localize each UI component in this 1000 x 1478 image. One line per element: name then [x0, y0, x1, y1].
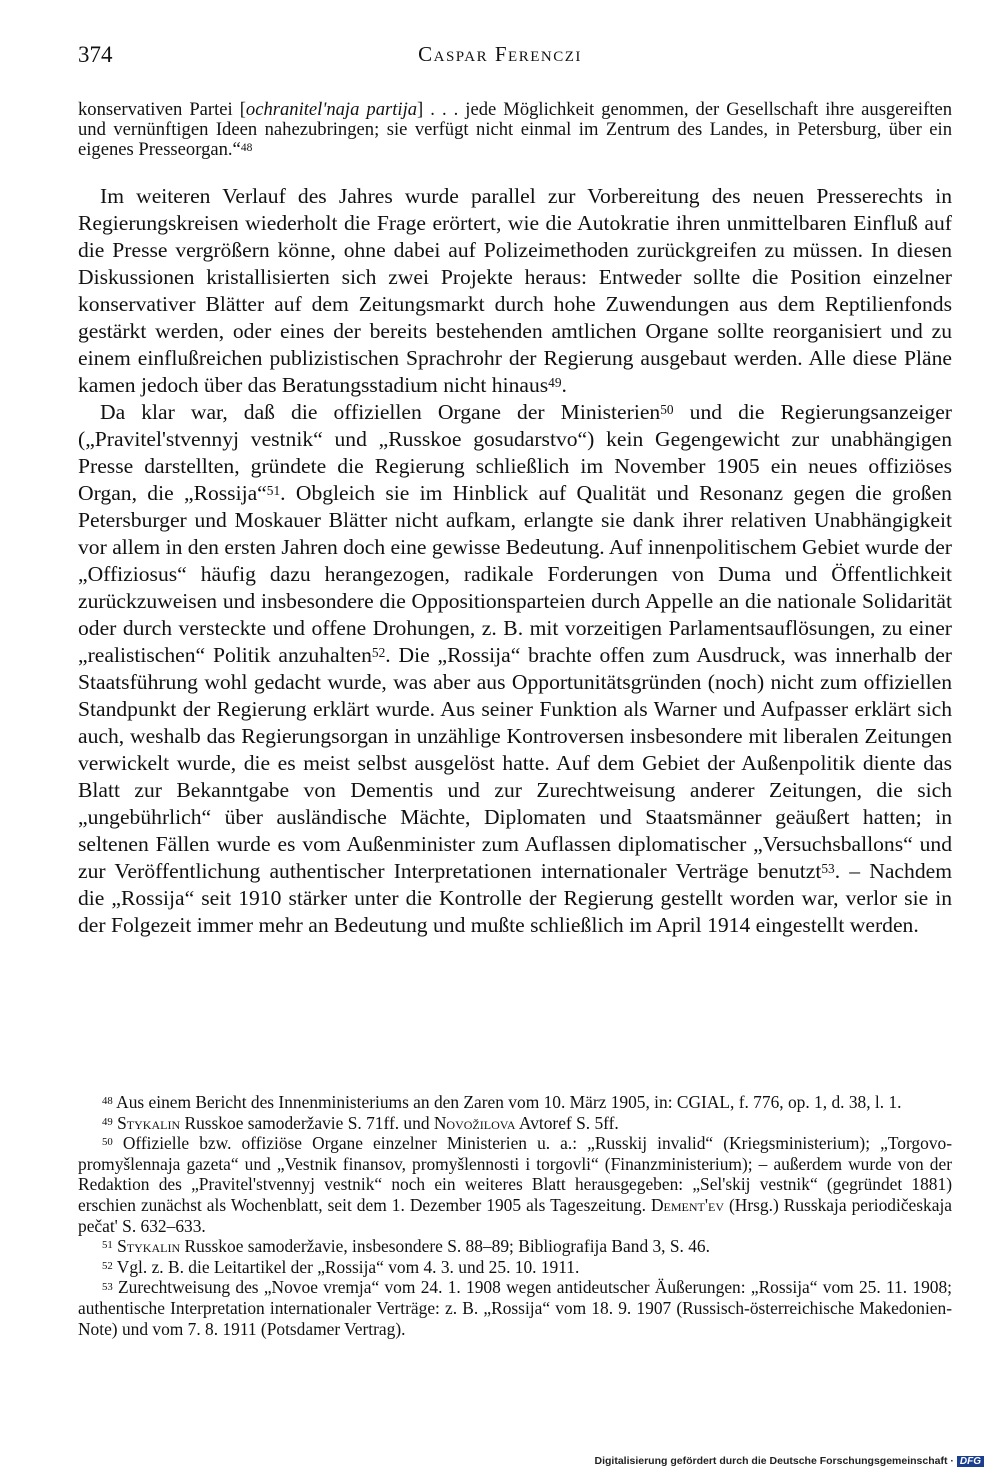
- running-head: Caspar Ferenczi: [418, 42, 582, 66]
- block-quote: konservativen Partei [ochranitel'naja partija] . . . jede Möglichkeit genommen, der Gesellschaft ihre ausgereiften und vernünftigen Ideen nahezubringen; sie verfügt nicht einmal im Zentrum des Landes, in Petersburg, über ein eigenes Presseorgan.“$^{48}$: [78, 99, 952, 160]
- footnote-ref: 48: [240, 141, 253, 154]
- footnote-ref: 51: [266, 483, 281, 499]
- footnote-ref: 49: [548, 375, 562, 391]
- body-text: [78, 183, 952, 939]
- dfg-logo: DFG: [957, 1456, 984, 1467]
- digitization-credit: Digitalisierung gefördert durch die Deutsche Forschungsgemeinschaft · DFG: [595, 1455, 985, 1467]
- footnote-53: $^{53}$ Zurechtweisung des „Novoe vremja“ vom 24. 1. 1908 wegen antideutscher Äußerungen: „Rossija“ vom 25. 11. 1908; authentische Interpretation internationaler Verträge: z. B. „Rossija“ vom 18. 9. 1907 (Russisch-österreichische Makedonien-Note) und vom 7. 8. 1911 (Potsdamer Vertrag).: [78, 1277, 952, 1339]
- paragraph: Im weiteren Verlauf des Jahres wurde parallel zur Vorbereitung des neuen Presserechts in Regierungskreisen wiederholt die Frage erörtert, wie die Autokratie ihren unmittelbaren Einfluß auf die Presse vergrößern könne, ohne dabei auf Polizeimethoden zurückgreifen zu müssen. In diesen Diskussionen kristallisierten sich zwei Projekte heraus: Entweder sollte die Position einzelner konservativer Blätter auf dem Zeitungsmarkt durch hohe Zuwendungen aus dem Reptilienfonds gestärkt werden, oder eines der bereits bestehenden amtlichen Organe sollte reorganisiert und zu einem einflußreichen publizistischen Sprachrohr der Regierung ausgebaut werden. Alle diese Pläne kamen jedoch über das Beratungsstadium nicht hinaus$^{49}$.: [78, 184, 952, 397]
- footnote-50: $^{50}$ Offizielle bzw. offiziöse Organe einzelner Ministerien u. a.: „Russkij invalid“ (Kriegsministerium); „Torgovo-promyšlennaja gazeta“ und „Vestnik finansov, promyšlennosti i torgovli“ (Finanzministerium); – außerdem wurde von der Redaktion des „Pravitel'stvennyj vestnik“ noch ein weiteres Blatt herausgegeben: „Sel'skij vestnik“ (gegründet 1881) erschien zunächst als Wochenblatt, seit dem 1. Dezember 1905 als Tageszeitung. Dement'ev (Hrsg.) Russkaja periodičeskaja pečat' S. 632–633.: [78, 1133, 952, 1236]
- footnote-ref: 50: [660, 402, 674, 418]
- footnote-51: $^{51}$ Stykalin Russkoe samoderžavie, insbesondere S. 88–89; Bibliografija Band 3, S. 46.: [102, 1236, 710, 1257]
- footnote-49: $^{49}$ Stykalin Russkoe samoderžavie S. 71ff. und Novožilova Avtoref S. 5ff.: [102, 1112, 619, 1133]
- footnotes: [78, 1092, 952, 1339]
- paragraph: Da klar war, daß die offiziellen Organe der Ministerien$^{50}$ und die Regierungsanzeiger („Pravitel'stvennyj vestnik“ und „Russkoe gosudarstvo“) kein Gegengewicht zur unabhängigen Presse darstellten, gründete die Regierung schließlich im November 1905 ein neues offiziöses Organ, die „Rossija“$^{51}$. Obgleich sie im Hinblick auf Qualität und Resonanz gegen die großen Petersburger und Moskauer Blätter nicht aufkam, erlangte sie dank ihrer relativen Unabhängigkeit vor allem in den ersten Jahren doch eine gewisse Bedeutung. Auf innenpolitischem Gebiet wurde der „Offiziosus“ häufig dazu herangezogen, radikale Forderungen von Duma und Öffentlichkeit zurückzuweisen und insbesondere die Oppositionsparteien durch Appelle an die nationale Solidarität oder durch versteckte und offene Drohungen, z. B. mit vorzeitigen Parlamentsauflösungen, zu einer „realistischen“ Politik anzuhalten$^{52}$. Die „Rossija“ brachte offen zum Ausdruck, was innerhalb der Staatsführung wohl gedacht wurde, was aber aus Opportunitätsgründen (noch) nicht zum offiziellen Standpunkt der Regierung erklärt wurde. Aus seiner Funktion als Warner und Aufpasser erklärt sich auch, weshalb das Regierungsorgan in unzählige Kontroversen insbesondere mit liberalen Zeitungen verwickelt wurde, die es meist selbst ausgelöst hatte. Auf dem Gebiet der Außenpolitik diente das Blatt zur Bekanntgabe von Dementis und zur Zurechtweisung anderer Zeitungen, die sich „ungebührlich“ über ausländische Mächte, Diplomaten und Staatsmänner geäußert hatten; in seltenen Fällen wurde es vom Außenminister zum Auflassen diplomatischer „Versuchsballons“ und zur Veröffentlichung authentischer Interpretationen internationaler Verträge benutzt$^{53}$. – Nachdem die „Rossija“ seit 1910 stärker unter die Kontrolle der Regierung gestellt worden war, verlor sie in der Folgezeit immer mehr an Bedeutung und mußte schließlich im April 1914 eingestellt werden.: [78, 400, 952, 937]
- footnote-ref: 52: [371, 645, 386, 661]
- quote-italic-term: ochranitel'naja partija: [245, 99, 418, 120]
- footnote-48: $^{48}$ Aus einem Bericht des Innenministeriums an den Zaren vom 10. März 1905, in: CGIAL, f. 776, op. 1, d. 38, l. 1.: [102, 1092, 902, 1112]
- page-number: 374: [78, 42, 113, 67]
- footnote-ref: 53: [821, 861, 835, 877]
- footnote-52: $^{52}$ Vgl. z. B. die Leitartikel der „Rossija“ vom 4. 3. und 25. 10. 1911.: [102, 1256, 580, 1277]
